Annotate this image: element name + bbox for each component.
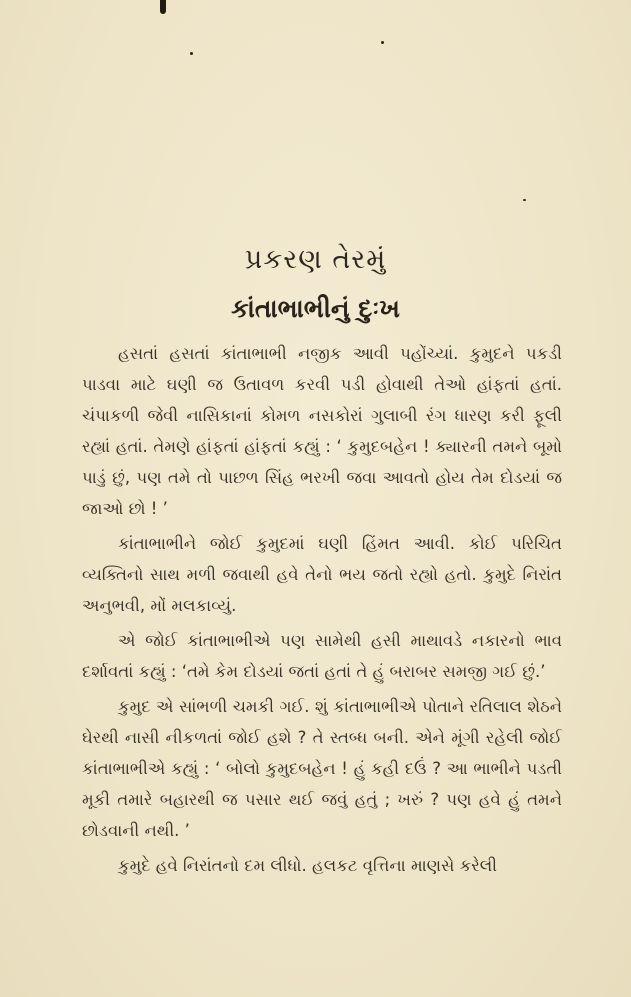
chapter-heading: પ્રકરણ તેરમું [244, 244, 387, 275]
paragraph: કાંતાભાભીને જોઈ કુમુદમાં ઘણી હિંમત આવી. કોઈ પરિચિત વ્યક્તિનો સાથ મળી જવાથી હવે તેનો ભય જતો રહ્યો હતો. કુમુદે નિરાંત અનુભવી, મોં મલકાવ્યું. [82, 534, 562, 615]
paper-speck [190, 52, 193, 55]
chapter-title: કાંતાભાભીનું દુઃખ [231, 294, 400, 323]
paragraph: કુમુદે હવે નિરાંતનો દમ લીધો. હલકટ વૃત્તિના માણસે કરેલી [118, 856, 498, 875]
paragraph: કુમુદ એ સાંભળી ચમકી ગઈ. શું કાંતાભાભીએ પોતાને રતિલાલ શેઠને ઘેરથી નાસી નીકળતાં જોઈ હશે ? તે સ્તબ્ધ બની. એને મૂંગી રહેલી જોઈ કાંતાભાભીએ કહ્યું : ‘ બોલો કુમુદબહેન ! હું કહી દઉં ? આ ભાભીને પડતી મૂકી તમારે બહારથી જ પસાર થઈ જવું હતું ; ખરું ? પણ હવે હું તમને છોડવાની નથી. ’ [82, 697, 562, 840]
body-text [82, 338, 562, 885]
ink-mark [160, 0, 166, 14]
paper-speck [381, 41, 384, 44]
paragraph: હસતાં હસતાં કાંતાભાભી નજીક આવી પહોંચ્યાં. કુમુદને પકડી પાડવા માટે ઘણી જ ઉતાવળ કરવી પડી હોવાથી તેઓ હાંફતાં હતાં. ચંપાકળી જેવી નાસિકાનાં કોમળ નસકોરાં ગુલાબી રંગ ધારણ કરી ફૂલી રહ્યાં હતાં. તેમણે હાંફતાં હાંફતાં કહ્યું : ‘ કુમુદબહેન ! ક્યારની તમને બૂમો પાડું છું, પણ તમે તો પાછળ સિંહ ભરખી જવા આવતો હોય તેમ દોડયાં જ જાઓ છો ! ’ [82, 344, 562, 518]
paper-speck [523, 199, 526, 201]
paragraph: એ જોઈ કાંતાભાભીએ પણ સામેથી હસી માથાવડે નકારનો ભાવ દર્શાવતાં કહ્યું : ‘તમે કેમ દોડયાં જતાં હતાં તે હું બરાબર સમજી ગઈ છું.’ [82, 631, 562, 681]
